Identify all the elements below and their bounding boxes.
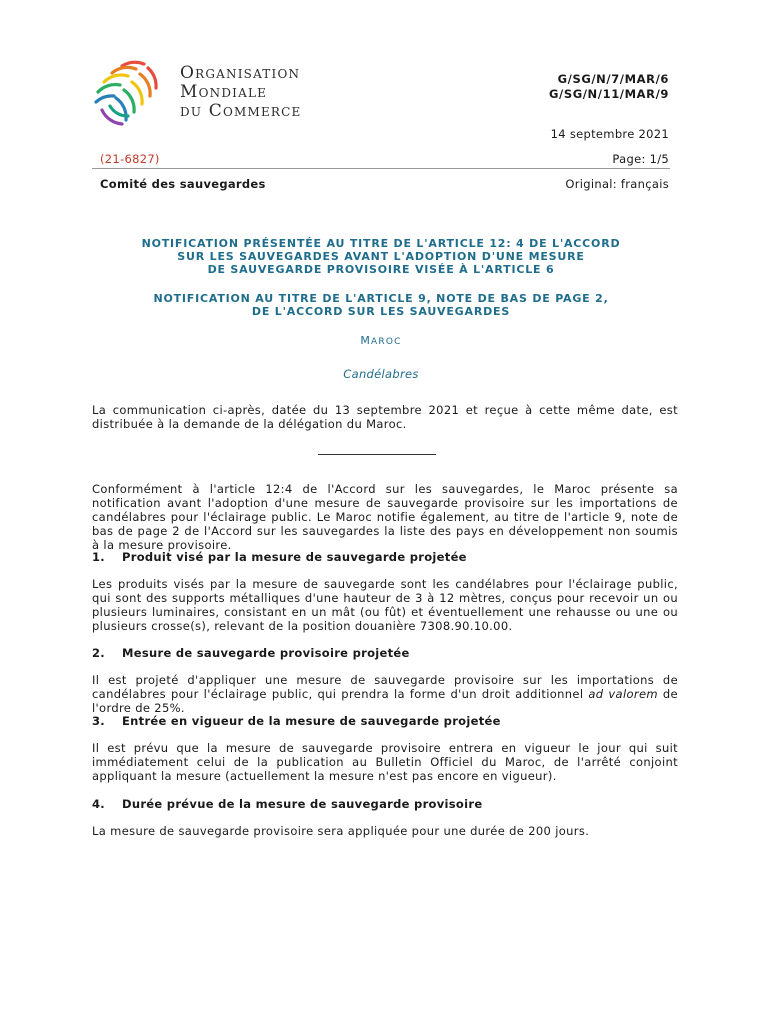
document-symbol-1: G/SG/N/7/MAR/6: [557, 72, 669, 86]
section-heading-3: [92, 714, 501, 728]
heading2-line2: DE L'ACCORD SUR LES SAUVEGARDES: [251, 305, 511, 318]
section-number: 4.: [92, 797, 105, 811]
section-number: 2.: [92, 646, 105, 660]
separator-line: [318, 454, 436, 455]
org-name-line3: du Commerce: [180, 101, 302, 121]
country-name: [92, 334, 670, 347]
document-date: 14 septembre 2021: [550, 127, 669, 141]
heading1-line3: DE SAUVEGARDE PROVISOIRE VISÉE À L'ARTICLE 6: [207, 263, 555, 276]
product-name: Candélabres: [343, 367, 419, 381]
section-text-2: [92, 673, 678, 715]
section-heading-2: [92, 646, 410, 660]
original-language: Original: français: [565, 177, 669, 191]
org-name-line2: Mondiale: [180, 82, 268, 102]
main-paragraph: Conformément à l'article 12:4 de l'Accord sur les sauvegardes, le Maroc présente sa notification avant l'adoption d'une mesure de sauvegarde provisoire sur les importations de candélabres pour l'éclairage public. Le Maroc notifie également, au titre de l'article 9, note de bas de page 2 de l'Accord sur les sauvegardes la liste des pays en développement non soumis à la mesure provisoire.: [92, 482, 678, 552]
section-title: Entrée en vigueur de la mesure de sauvegarde projetée: [122, 714, 501, 728]
section-text-part: de l'ordre de 25%.: [92, 687, 678, 715]
heading2-line1: NOTIFICATION AU TITRE DE L'ARTICLE 9, NOTE DE BAS DE PAGE 2,: [153, 292, 609, 305]
latin-term: ad valorem: [588, 687, 658, 701]
section-text-4: La mesure de sauvegarde provisoire sera appliquée pour une durée de 200 jours.: [92, 824, 590, 838]
notification-heading-1: [92, 237, 670, 276]
section-title: Mesure de sauvegarde provisoire projetée: [122, 646, 410, 660]
country-rest: AROC: [371, 337, 402, 347]
reference-number: (21-6827): [100, 152, 160, 166]
section-title: Durée prévue de la mesure de sauvegarde provisoire: [122, 797, 483, 811]
wto-wordmark: [180, 64, 302, 121]
section-text-1: Les produits visés par la mesure de sauvegarde sont les candélabres pour l'éclairage public, qui sont des supports métalliques d'une hauteur de 3 à 12 mètres, conçus pour recevoir un ou plusieurs luminaires, consistant en un mât (ou fût) et éventuellement une rehausse ou une ou plusieurs crosse(s), relevant de la position douanière 7308.90.10.00.: [92, 577, 678, 633]
section-heading-1: [92, 550, 467, 564]
section-text-3: Il est prévu que la mesure de sauvegarde provisoire entrera en vigueur le jour qui suit immédiatement celui de la publication au Bulletin Officiel du Maroc, de l'arrêté conjoint appliquant la mesure (actuellement la mesure n'est pas encore en vigueur).: [92, 741, 678, 783]
section-heading-4: [92, 797, 482, 811]
country-initial: M: [360, 334, 372, 347]
document-symbols: [549, 72, 669, 102]
intro-paragraph: La communication ci-après, datée du 13 septembre 2021 et reçue à cette même date, est distribuée à la demande de la délégation du Maroc.: [92, 403, 678, 431]
page-indicator: Page: 1/5: [612, 152, 669, 166]
section-text-part: Il est projeté d'appliquer une mesure de sauvegarde provisoire sur les importations de candélabres pour l'éclairage public, qui prendra la forme d'un droit additionnel: [92, 673, 678, 701]
wto-logo: [92, 58, 342, 128]
section-number: 1.: [92, 550, 105, 564]
notification-heading-2: [92, 292, 670, 318]
document-symbol-2: G/SG/N/11/MAR/9: [549, 87, 669, 101]
header-divider: [92, 168, 670, 169]
heading1-line1: NOTIFICATION PRÉSENTÉE AU TITRE DE L'ARTICLE 12: 4 DE L'ACCORD: [141, 237, 621, 250]
wto-emblem-icon: [92, 58, 172, 128]
committee-name: Comité des sauvegardes: [100, 177, 266, 191]
org-name-line1: Organisation: [180, 63, 301, 83]
heading1-line2: SUR LES SAUVEGARDES AVANT L'ADOPTION D'UNE MESURE: [177, 250, 585, 263]
section-title: Produit visé par la mesure de sauvegarde projetée: [122, 550, 467, 564]
section-number: 3.: [92, 714, 105, 728]
